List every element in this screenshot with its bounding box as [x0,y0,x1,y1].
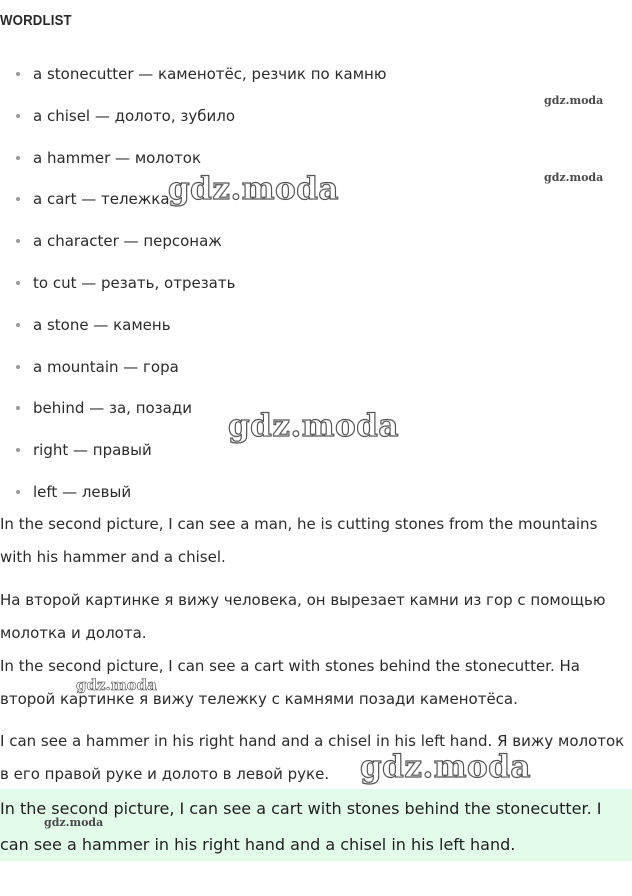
paragraph-russian: На второй картинке я вижу человека, он вырезает камни из гор с помощью молотка и долота. [0,591,606,642]
bullet-icon [16,281,20,285]
list-item-text: a character — персонаж [33,232,222,251]
watermark-logo: gdz.moda [168,171,339,207]
bullet-icon [16,448,20,452]
bullet-icon [16,406,20,410]
bullet-icon [16,72,20,76]
list-item [0,271,386,313]
bullet-icon [16,156,20,160]
paragraph-hands: I can see a hammer in his right hand and a chisel in his left hand. Я вижу молоток в его правой руке и долото в левой руке. [0,732,625,783]
bullet-icon [16,197,20,201]
list-item [0,313,386,355]
list-item-text: a mountain — гора [33,357,179,376]
bullet-icon [16,114,20,118]
paragraph-english: In the second picture, I can see a man, he is cutting stones from the mountains with his hammer and a chisel. [0,515,598,566]
list-item-text: a stone — камень [33,315,171,334]
list-item-text: to cut — резать, отрезать [33,273,236,292]
list-item [0,438,386,480]
wordlist [0,62,386,522]
list-item-text: behind — за, позади [33,399,192,418]
wordlist-heading: WORDLIST [0,12,72,29]
list-item [0,104,386,146]
list-item-text: a cart — тележка [33,190,170,209]
bullet-icon [16,365,20,369]
list-item [0,355,386,397]
bullet-icon [16,323,20,327]
watermark-logo: gdz.moda [544,171,604,184]
list-item-text: left — левый [33,482,132,501]
bullet-icon [16,490,20,494]
bullet-icon [16,239,20,243]
list-item [0,62,386,104]
watermark-logo: gdz.moda [76,676,157,694]
list-item-text: a hammer — молоток [33,148,202,167]
watermark-logo: gdz.moda [228,408,399,444]
list-item [0,229,386,271]
list-item-text: a chisel — долото, зубило [33,106,236,125]
watermark-logo: gdz.moda [44,816,104,829]
list-item-text: a stonecutter — каменотёс, резчик по камню [33,65,387,83]
watermark-logo: gdz.moda [360,749,531,785]
answer-text: In the second picture, I can see a cart with stones behind the stonecutter. I can see a hammer in his right hand and a chisel in his left hand. [0,799,602,854]
paragraph-cart: In the second picture, I can see a cart with stones behind the stonecutter. На второй картинке я вижу тележку с камнями позади каменотёса. [0,657,580,708]
watermark-logo: gdz.moda [544,94,604,107]
list-item-text: right — правый [33,441,152,460]
